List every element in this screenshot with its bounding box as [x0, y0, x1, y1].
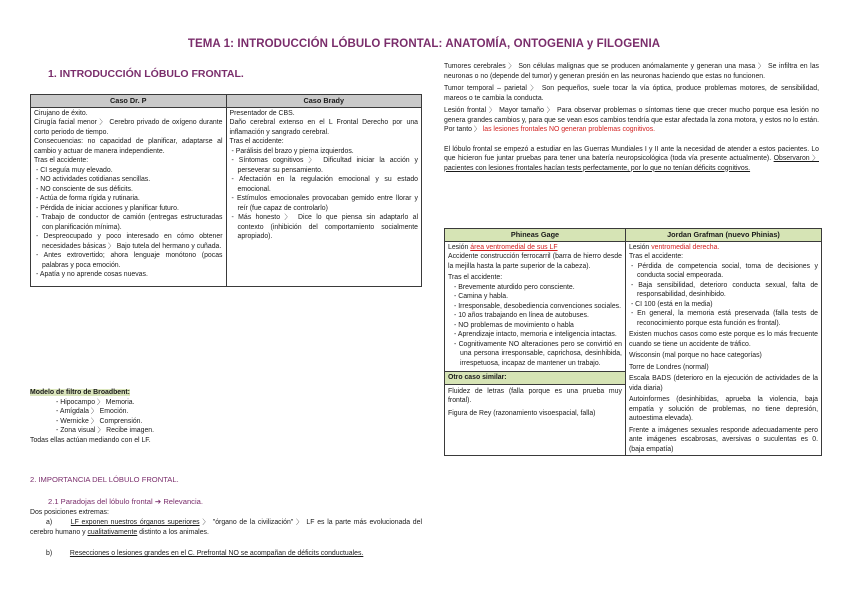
broadbent-footer: Todas ellas actúan mediando con el LF. [30, 436, 151, 444]
two-positions: Dos posiciones extremas: [30, 509, 109, 516]
list-item: - Aprendizaje intacto, memoria e inteligencia intactas. [448, 330, 622, 340]
other-case-line: Fluidez de letras (falla porque es una prueba muy frontal). [448, 387, 622, 404]
dr-p-line: Consecuencias: no capacidad de planificar, adaptarse al cambio y actuar de manera independiente. [34, 138, 223, 155]
list-item: - Amígdala 〉 Emoción. [50, 407, 330, 417]
phineas-lesion-area: área ventromedial de sus LF [470, 243, 558, 251]
position-a-lead: LF exponen nuestros órganos superiores [70, 519, 200, 526]
brady-line: Presentador de CBS. [229, 109, 295, 117]
list-item: - CI 100 (está en la media) [629, 300, 818, 310]
phineas-lesion: Lesión área ventromedial de sus LF [448, 243, 558, 251]
grafman-lesion: Lesión ventromedial derecha. [628, 243, 720, 251]
position-a-text: 〉 "órgano de la civilización" 〉 LF es la parte más evolucionada del cerebro humano y [30, 519, 422, 536]
observaron-text: Observaron 〉 pacientes con lesiones frontales hacían tests perfectamente, por lo que no tenían déficits cognitivos. [444, 155, 819, 172]
list-item: - Brevemente aturdido pero consciente. [448, 283, 622, 293]
grafman-line: Autoinformes (desinhibidas, aprueba la violencia, baja empatía y solución de problemas, no tiene depresión, autoestima elevada). [628, 396, 818, 422]
grafman-line: Existen muchos casos como este porque es lo más frecuente cuando se tiene un accidente de tráfico. [628, 331, 818, 348]
case-brady-cell [226, 107, 422, 286]
case-dr-p-cell [31, 107, 227, 286]
brady-line: Tras el accidente: [229, 138, 284, 145]
broadbent-block [30, 388, 330, 445]
list-item: - NO consciente de sus déficits. [34, 185, 223, 195]
phineas-line: Accidente construcción ferrocarril (barra de hierro desde la mejilla hasta la parte superior de la cabeza). [448, 253, 622, 270]
position-a-tail: distinto a los animales. [137, 528, 209, 536]
section-2-1-heading [48, 497, 203, 507]
list-item: - Afectación en la regulación emocional y su estado emocional. [230, 175, 419, 194]
list-item: - Actúa de forma rígida y rutinaria. [34, 194, 223, 204]
list-item: - Cognitivamente NO alteraciones pero se convirtió en una persona irresponsable, caprichosa, desinhibida, irrespetuosa, incapaz de mantener un trabajo. [448, 340, 622, 369]
note-tumor-temporal: Tumor temporal – parietal 〉 Son pequeños, suele tocar la vía óptica, produce problemas motores, de sensibilidad, mareos o te cambia la conducta. [444, 85, 819, 102]
list-item: - Irresponsable, desobediencia convenciones sociales. [448, 302, 622, 312]
dr-p-line: Cirujano de éxito. [34, 109, 88, 117]
position-a-ul: cualitativamente [87, 528, 138, 536]
phineas-cell [445, 241, 626, 456]
brady-list [230, 147, 419, 242]
case-brady-header: Caso Brady [226, 95, 422, 108]
list-item: - Pérdida de competencia social, toma de decisiones y conducta social empeorada. [629, 262, 818, 281]
list-item: - Antes extrovertido; ahora lenguaje monótono (pocas palabras y poca emoción. [34, 251, 223, 270]
list-item: - Hipocampo 〉 Memoria. [50, 398, 330, 408]
broadbent-list [30, 398, 330, 436]
grafman-line: Torre de Londres (normal) [628, 363, 709, 371]
section-1-heading: 1. INTRODUCCIÓN LÓBULO FRONTAL. [48, 68, 244, 80]
red-conclusion: las lesiones frontales NO generan problemas cognitivos. [482, 126, 656, 133]
case-dr-p-header: Caso Dr. P [31, 95, 227, 108]
list-item: - Zona visual 〉 Recibe imagen. [50, 426, 330, 436]
list-item: - Pérdida de iniciar acciones y planificar futuro. [34, 204, 223, 214]
list-item: - Parálisis del brazo y pierna izquierdos. [230, 147, 419, 157]
list-item: - Camina y habla. [448, 292, 622, 302]
list-item: - Baja sensibilidad, deterioro conducta sexual, falta de responsabilidad, desinhibido. [629, 281, 818, 300]
grafman-list [629, 262, 818, 329]
grafman-cell [625, 241, 821, 456]
other-case-line: Figura de Rey (razonamiento visoespacial, falla) [448, 409, 596, 417]
grafman-lesion-area: ventromedial derecha. [651, 243, 720, 251]
list-item: - Wernicke 〉 Comprensión. [50, 417, 330, 427]
right-notes [444, 62, 819, 173]
dr-p-list [34, 166, 223, 280]
position-a-label: a) [46, 519, 53, 526]
other-case-label: Otro caso similar: [445, 371, 625, 385]
position-b-text: Resecciones o lesiones grandes en el C. Prefrontal NO se acompañan de déficits conductuales. [69, 550, 364, 557]
cases-table [30, 94, 422, 287]
grafman-line: Tras el accidente: [628, 253, 684, 260]
grafman-line: Escala BADS (deterioro en la ejecución de actividades de la vida diaria) [628, 375, 818, 392]
list-item: - 10 años trabajando en línea de autobuses. [448, 311, 622, 321]
brady-line: Daño cerebral extenso en el L Frontal Derecho por una inflamación y sangrado cerebral. [229, 119, 418, 136]
list-item: - Despreocupado y poco interesado en cómo obtener necesidades básicas 〉 Bajo tutela del hermano y cuñada. [34, 232, 223, 251]
list-item: - NO problemas de movimiento o habla [448, 321, 622, 331]
list-item: - En general, la memoria está preservada (falla tests de reconocimiento porque esta función es frontal). [629, 309, 818, 328]
list-item: - Estímulos emocionales provocaban gemido entre llorar y reír (fue capaz de controlarlo) [230, 194, 419, 213]
jordan-grafman-header: Jordan Grafman (nuevo Phinias) [625, 229, 821, 242]
grafman-line: Frente a imágenes sexuales responde adecuadamente pero ante imágenes escabrosas, aversivas o suculentas es 0. (baja empatía) [628, 426, 818, 453]
phineas-line: Tras el accidente: [448, 274, 503, 281]
list-item: - Más honesto 〉 Dice lo que piensa sin adaptarlo al contexto (inhibición del comportamiento socialmente apropiado). [230, 213, 419, 242]
phineas-table [444, 228, 822, 456]
document-title: TEMA 1: INTRODUCCIÓN LÓBULO FRONTAL: ANATOMÍA, ONTOGENIA y FILOGENIA [187, 38, 661, 50]
list-item: - Apatía y no aprende cosas nuevas. [34, 270, 223, 280]
arrow-right-icon: ➔ [154, 497, 164, 506]
list-item: - Trabajo de conductor de camión (entregas estructuradas con planificación mínima). [34, 213, 223, 232]
phineas-list [448, 283, 622, 369]
position-a [30, 518, 422, 537]
phineas-gage-header: Phineas Gage [445, 229, 626, 242]
list-item: - CI seguía muy elevado. [34, 166, 223, 176]
dr-p-line: Cirugía facial menor 〉 Cerebro privado de oxígeno durante corto periodo de tiempo. [34, 119, 223, 136]
list-item: - Síntomas cognitivos 〉 Dificultad iniciar la acción y perseverar su pensamiento. [230, 156, 419, 175]
dr-p-line: Tras el accidente: [34, 157, 89, 164]
grafman-line: Wisconsin (mal porque no hace categorías) [628, 352, 762, 359]
position-b [30, 549, 430, 559]
note-tumores: Tumores cerebrales 〉 Son células malignas que se producen anómalamente y generan una masa 〉 Se infiltra en las neuronas o no (depende del tumor) y generan presión en las neuronas haciendo que estas no funcionen. [444, 63, 819, 80]
broadbent-title: Modelo de filtro de Broadbent: [30, 389, 130, 396]
note-guerras: El lóbulo frontal se empezó a estudiar en las Guerras Mundiales I y II ante la necesidad de atender a estos pacientes. Lo que hicieron fue juntar pruebas para tener una batería neuropsicológica (toda vía presente actualmente). Observaron 〉 pacientes con lesiones frontales hacían tests perfectamente, por lo que no tenían déficits cognitivos. [444, 145, 819, 172]
section-2-heading: 2. IMPORTANCIA DEL LÓBULO FRONTAL. [30, 475, 179, 484]
note-lesion-frontal: Lesión frontal 〉 Mayor tamaño 〉 Para observar problemas o síntomas tiene que crecer mucho porque esa lesión no genera grandes cambios y, para que se vean esos cambios tendría que estar afectada la zona motora, y estos no lo están. Por tanto 〉 las lesiones frontales NO generan problemas cognitivos. [444, 107, 819, 133]
position-b-label: b) [46, 550, 53, 557]
section-2-1-tail: Relevancia. [163, 497, 203, 506]
list-item: - NO actividades cotidianas sencillas. [34, 175, 223, 185]
section-2-1-text: 2.1 Paradojas del lóbulo frontal [48, 497, 153, 506]
